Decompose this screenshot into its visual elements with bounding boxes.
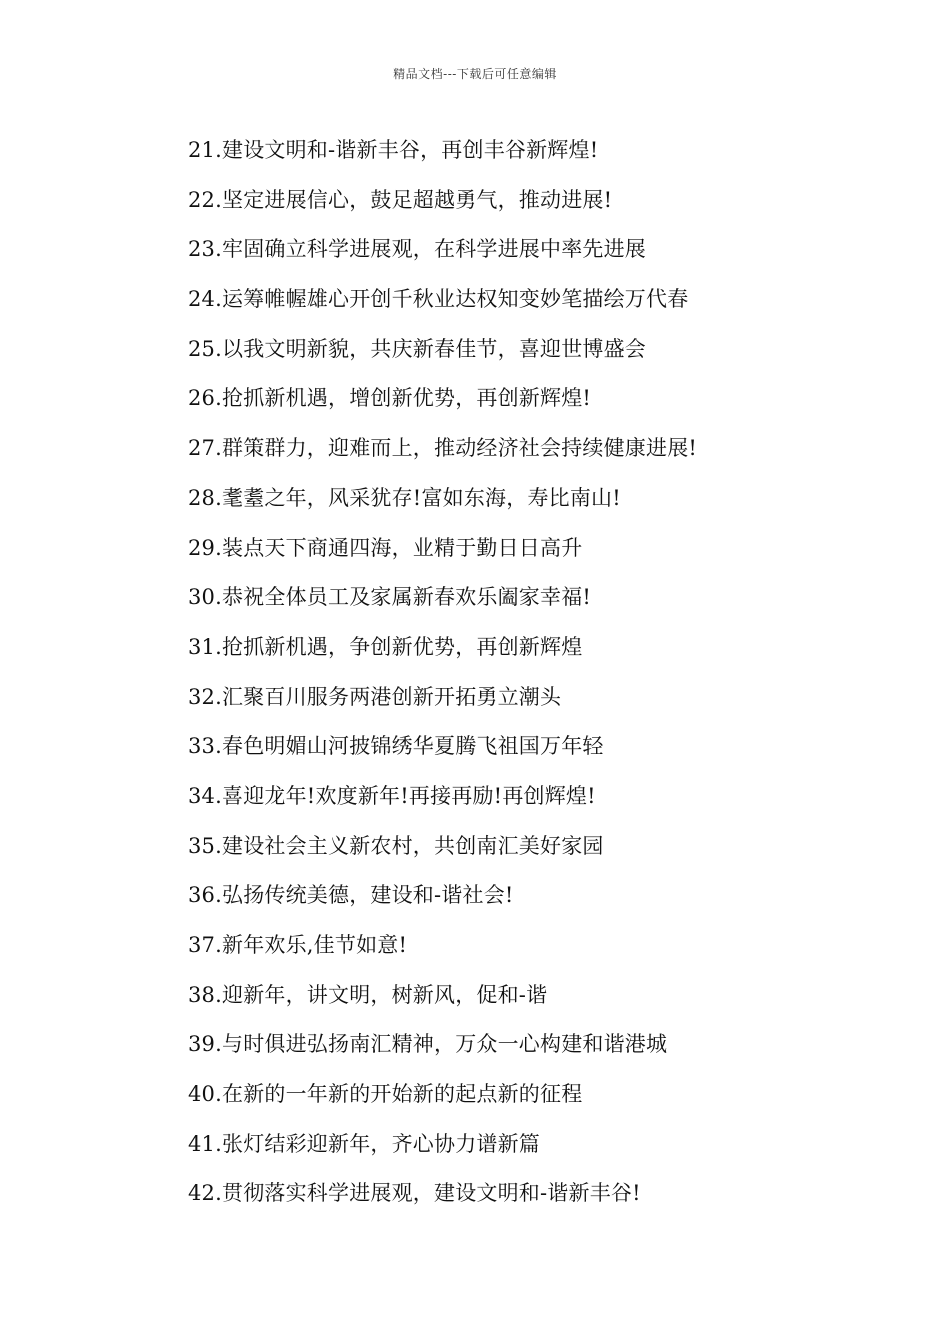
list-item — [188, 531, 697, 581]
item-number: 35. — [188, 833, 222, 858]
item-number: 42. — [188, 1181, 222, 1206]
item-number: 23. — [188, 237, 222, 262]
item-number: 39. — [188, 1032, 222, 1057]
list-item — [188, 232, 697, 282]
item-text: 恭祝全体员工及家属新春欢乐阖家幸福! — [222, 585, 592, 610]
list-item — [188, 1077, 697, 1127]
item-number: 22. — [188, 187, 222, 212]
list-item — [188, 779, 697, 829]
item-number: 21. — [188, 138, 222, 162]
item-number: 36. — [188, 883, 222, 908]
list-item — [188, 381, 697, 431]
list-item — [188, 580, 697, 630]
item-number: 40. — [188, 1082, 222, 1107]
item-number: 34. — [188, 783, 222, 808]
list-item — [188, 729, 697, 779]
item-number: 25. — [188, 336, 222, 361]
item-number: 30. — [188, 585, 222, 610]
list-item — [188, 878, 697, 928]
item-text: 张灯结彩迎新年，齐心协力谱新篇 — [222, 1131, 540, 1156]
item-text: 在新的一年新的开始新的起点新的征程 — [222, 1082, 583, 1107]
list-item — [188, 282, 697, 332]
list-item — [188, 481, 697, 531]
list-item — [188, 1127, 697, 1177]
item-text: 建设社会主义新农村，共创南汇美好家园 — [222, 833, 604, 858]
list-item — [188, 680, 697, 730]
item-number: 37. — [188, 933, 222, 957]
item-text: 与时俱进弘扬南汇精神，万众一心构建和谐港城 — [222, 1032, 668, 1057]
item-text: 坚定进展信心，鼓足超越勇气，推动进展! — [222, 187, 613, 212]
list-item — [188, 1027, 697, 1077]
list-item — [188, 133, 697, 183]
item-number: 38. — [188, 982, 222, 1007]
item-text: 贯彻落实科学进展观，建设文明和-谐新丰谷! — [222, 1181, 641, 1206]
item-text: 装点天下商通四海，业精于勤日日高升 — [222, 535, 583, 560]
list-item — [188, 978, 697, 1028]
item-number: 32. — [188, 684, 222, 709]
item-text: 喜迎龙年!欢度新年!再接再励!再创辉煌! — [222, 783, 596, 808]
item-text: 迎新年，讲文明，树新风，促和-谐 — [222, 982, 548, 1007]
item-text: 抢抓新机遇，增创新优势，再创新辉煌! — [222, 386, 592, 411]
item-text: 以我文明新貌，共庆新春佳节，喜迎世博盛会 — [222, 336, 646, 361]
item-text: 汇聚百川服务两港创新开拓勇立潮头 — [222, 684, 562, 709]
item-number: 27. — [188, 436, 222, 461]
item-text: 新年欢乐,佳节如意! — [222, 933, 408, 957]
list-item — [188, 829, 697, 879]
item-text: 牢固确立科学进展观，在科学进展中率先进展 — [222, 237, 646, 262]
slogan-list — [188, 133, 697, 1226]
page-header: 精品文档---下载后可任意编辑 — [393, 67, 557, 81]
list-item — [188, 928, 697, 978]
item-number: 33. — [188, 734, 222, 759]
list-item — [188, 630, 697, 680]
item-text: 抢抓新机遇，争创新优势，再创新辉煌 — [222, 634, 583, 659]
list-item — [188, 431, 697, 481]
item-text: 群策群力，迎难而上，推动经济社会持续健康进展! — [222, 436, 698, 461]
item-number: 31. — [188, 634, 222, 659]
item-number: 29. — [188, 535, 222, 560]
item-number: 28. — [188, 485, 222, 510]
item-text: 建设文明和-谐新丰谷，再创丰谷新辉煌! — [222, 138, 599, 162]
item-text: 春色明媚山河披锦绣华夏腾飞祖国万年轻 — [222, 734, 604, 759]
item-text: 耄耋之年，风采犹存!富如东海，寿比南山! — [222, 485, 621, 510]
list-item — [188, 183, 697, 233]
item-number: 26. — [188, 386, 222, 411]
list-item — [188, 1176, 697, 1226]
list-item — [188, 332, 697, 382]
item-text: 运筹帷幄雄心开创千秋业达权知变妙笔描绘万代春 — [222, 287, 689, 312]
item-number: 41. — [188, 1131, 222, 1156]
item-number: 24. — [188, 287, 222, 312]
item-text: 弘扬传统美德，建设和-谐社会! — [222, 883, 514, 908]
